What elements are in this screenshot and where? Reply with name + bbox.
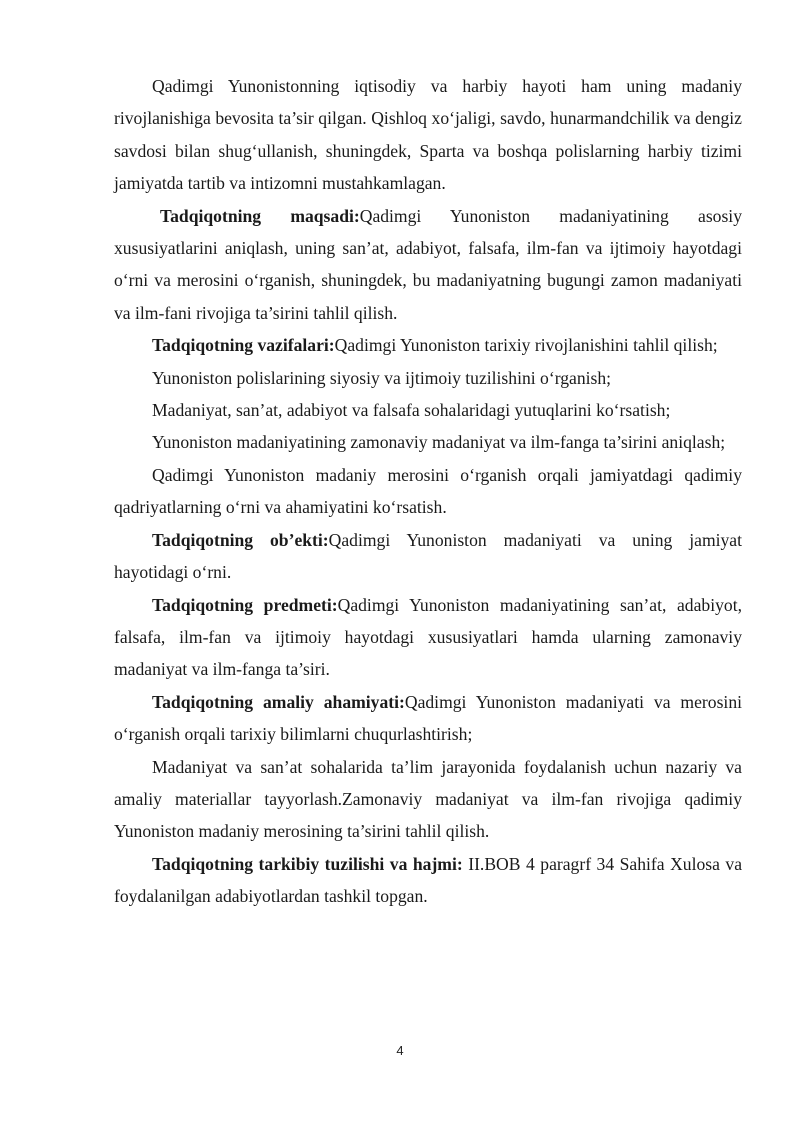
paragraph-text: Qadimgi Yunonistonning iqtisodiy va harbiy hayoti ham uning madaniy rivojlanishiga bevosita ta’sir qilgan. Qishloq xo‘jaligi, savdo, hunarmandchilik va dengiz savdosi bilan shug‘ullanish, shuningdek, Sparta va boshqa polislarning harbiy tizimi jamiyatda tartib va intizomni mustahkamlagan. (114, 76, 742, 194)
paragraph-text: Qadimgi Yunoniston tarixiy rivojlanishini tahlil qilish; (334, 335, 718, 356)
paragraph-task-item (114, 394, 742, 426)
paragraph-text: II.BOB 4 paragrf 34 Sahifa Xulosa va foydalanilgan adabiyotlardan tashkil topgan. (114, 853, 743, 907)
paragraph-text: Yunoniston madaniyatining zamonaviy madaniyat va ilm-fanga ta’sirini aniqlash; (152, 432, 726, 453)
paragraph-task-item (114, 426, 742, 458)
paragraph-task-item (114, 362, 742, 394)
paragraph-label: Tadqiqotning vazifalari: (152, 335, 335, 356)
paragraph-intro (114, 70, 742, 200)
paragraph-label: Tadqiqotning tarkibiy tuzilishi va hajmi: (152, 853, 463, 874)
paragraph-text: Qadimgi Yunoniston madaniyatining asosiy xususiyatlarini aniqlash, uning san’at, adabiyot, falsafa, ilm-fan va ijtimoiy hayotdagi o‘rni va merosini o‘rganish, shuningdek, bu madaniyatning bugungi zamon madaniyati va ilm-fani rivojiga ta’sirini tahlil qilish. (114, 205, 742, 323)
paragraph-significance-item (114, 751, 742, 848)
paragraph-label: Tadqiqotning ob’ekti: (152, 529, 329, 550)
paragraph-task-item (114, 459, 742, 524)
paragraph-structure (114, 848, 742, 913)
paragraph-tasks (114, 329, 742, 361)
page-number: 4 (396, 1043, 404, 1058)
paragraph-label: Tadqiqotning predmeti: (152, 594, 338, 615)
paragraph-object (114, 524, 742, 589)
paragraph-goal (114, 200, 742, 330)
paragraph-text: Qadimgi Yunoniston madaniyati va uning jamiyat hayotidagi o‘rni. (114, 529, 743, 583)
paragraph-text: Madaniyat va san’at sohalarida ta’lim jarayonida foydalanish uchun nazariy va amaliy materiallar tayyorlash.Zamonaviy madaniyat va ilm-fan rivojiga qadimiy Yunoniston madaniy merosining ta’sirini tahlil qilish. (114, 756, 742, 842)
paragraph-text: Qadimgi Yunoniston madaniy merosini o‘rganish orqali jamiyatdagi qadimiy qadriyatlarning o‘rni va ahamiyatini ko‘rsatish. (114, 464, 742, 518)
paragraph-text: Qadimgi Yunoniston madaniyatining san’at, adabiyot, falsafa, ilm-fan va ijtimoiy hayotdagi xususiyatlari hamda ularning zamonaviy madaniyat va ilm-fanga ta’siri. (114, 594, 742, 680)
paragraph-significance (114, 686, 742, 751)
paragraph-text: Madaniyat, san’at, adabiyot va falsafa sohalaridagi yutuqlarini ko‘rsatish; (152, 400, 671, 421)
paragraph-text: Qadimgi Yunoniston madaniyati va merosini o‘rganish orqali tarixiy bilimlarni chuqurlashtirish; (114, 691, 743, 745)
paragraph-label: Tadqiqotning amaliy ahamiyati: (152, 691, 405, 712)
paragraph-text: Yunoniston polislarining siyosiy va ijtimoiy tuzilishini o‘rganish; (152, 367, 612, 388)
paragraph-label: Tadqiqotning maqsadi: (160, 205, 360, 226)
paragraph-subject (114, 589, 742, 686)
